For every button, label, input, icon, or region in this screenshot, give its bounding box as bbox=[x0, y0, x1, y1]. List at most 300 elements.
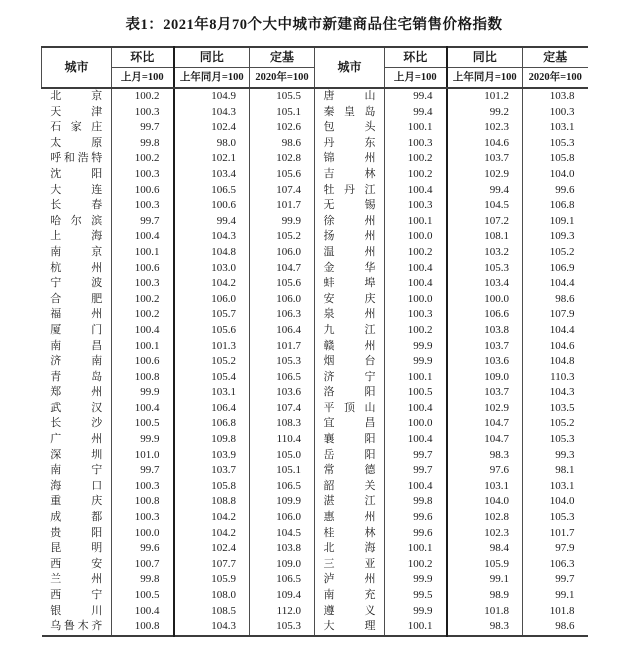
fixed-value-right: 105.2 bbox=[549, 245, 575, 258]
city-cell-right bbox=[315, 136, 385, 152]
yoy-value-left: 105.9 bbox=[174, 572, 250, 588]
yoy-value-left: 102.4 bbox=[174, 541, 250, 557]
fixed-value-right: 105.2 bbox=[549, 417, 575, 430]
mom-value-left: 100.6 bbox=[112, 354, 174, 370]
city-cell-right bbox=[315, 354, 385, 370]
city-name: 安庆 bbox=[323, 292, 376, 305]
mom-value-left: 100.8 bbox=[112, 619, 174, 636]
city-cell-right bbox=[315, 510, 385, 526]
fixed-value-right: 103.8 bbox=[549, 90, 575, 102]
city-cell-right bbox=[315, 229, 385, 245]
fixed-value-right: 105.3 bbox=[549, 511, 575, 524]
city-name: 泉州 bbox=[323, 308, 376, 321]
table-row bbox=[42, 541, 588, 557]
mom-value-left: 100.4 bbox=[112, 604, 174, 620]
fixed-value-left: 106.0 bbox=[250, 292, 315, 308]
city-name: 沈阳 bbox=[50, 167, 103, 180]
fixed-value-left: 105.1 bbox=[250, 105, 315, 121]
fixed-value-left: 105.3 bbox=[250, 354, 315, 370]
city-name: 宜昌 bbox=[323, 417, 376, 430]
mom-value-right: 100.2 bbox=[385, 167, 447, 183]
fixed-value-right: 104.4 bbox=[549, 323, 575, 336]
mom-value-right: 99.4 bbox=[385, 88, 447, 105]
table-row bbox=[42, 261, 588, 277]
mom-value-right: 100.1 bbox=[385, 120, 447, 136]
city-cell-left bbox=[42, 136, 112, 152]
mom-value-left: 100.6 bbox=[112, 261, 174, 277]
city-name: 桂林 bbox=[323, 526, 376, 539]
fixed-value-left: 110.4 bbox=[250, 432, 315, 448]
yoy-value-left: 101.3 bbox=[174, 339, 250, 355]
city-cell-right bbox=[315, 541, 385, 557]
fixed-value-right: 104.3 bbox=[549, 386, 575, 399]
yoy-value-right: 104.0 bbox=[447, 494, 523, 510]
fixed-value-left: 105.0 bbox=[250, 448, 315, 464]
fixed-value-right: 104.6 bbox=[549, 339, 575, 352]
fixed-value-left: 105.6 bbox=[250, 276, 315, 292]
mom-value-right: 99.6 bbox=[385, 510, 447, 526]
city-name: 宁波 bbox=[50, 277, 103, 290]
fixed-value-left: 102.6 bbox=[250, 120, 315, 136]
yoy-value-right: 103.7 bbox=[447, 385, 523, 401]
yoy-value-right: 106.6 bbox=[447, 307, 523, 323]
city-name: 合肥 bbox=[50, 292, 103, 305]
price-index-table bbox=[41, 46, 588, 637]
fixed-value-right: 99.7 bbox=[555, 573, 575, 586]
yoy-value-left: 104.2 bbox=[174, 510, 250, 526]
city-cell-left bbox=[42, 401, 112, 417]
city-name: 牡丹江 bbox=[323, 183, 376, 196]
mom-value-left: 100.6 bbox=[112, 183, 174, 199]
yoy-value-left: 99.4 bbox=[174, 214, 250, 230]
city-cell-right bbox=[315, 307, 385, 323]
city-cell-right bbox=[315, 167, 385, 183]
mom-value-right: 99.8 bbox=[385, 494, 447, 510]
table-row bbox=[42, 370, 588, 386]
yoy-value-right: 107.2 bbox=[447, 214, 523, 230]
mom-value-right: 100.4 bbox=[385, 401, 447, 417]
city-name: 天津 bbox=[50, 105, 103, 118]
city-cell-right bbox=[315, 370, 385, 386]
mom-value-left: 100.0 bbox=[112, 526, 174, 542]
city-name: 南京 bbox=[50, 245, 103, 258]
fixed-value-right: 99.1 bbox=[555, 589, 575, 601]
mom-value-left: 100.3 bbox=[112, 198, 174, 214]
yoy-value-left: 104.8 bbox=[174, 245, 250, 261]
fixed-value-right: 98.6 bbox=[555, 620, 575, 633]
city-name: 烟台 bbox=[323, 355, 376, 368]
city-cell-left bbox=[42, 261, 112, 277]
table-row bbox=[42, 245, 588, 261]
mom-value-left: 100.3 bbox=[112, 167, 174, 183]
fixed-value-left: 106.4 bbox=[250, 323, 315, 339]
yoy-value-left: 104.9 bbox=[174, 88, 250, 105]
fixed-value-left: 104.5 bbox=[250, 526, 315, 542]
city-cell-left bbox=[42, 307, 112, 323]
table-row bbox=[42, 88, 588, 105]
yoy-value-left: 105.6 bbox=[174, 323, 250, 339]
yoy-value-right: 104.7 bbox=[447, 432, 523, 448]
city-name: 泸州 bbox=[323, 573, 376, 586]
city-name: 厦门 bbox=[50, 323, 103, 336]
yoy-value-right: 103.2 bbox=[447, 245, 523, 261]
city-cell-right bbox=[315, 339, 385, 355]
mom-value-left: 100.8 bbox=[112, 494, 174, 510]
city-name: 蚌埠 bbox=[323, 277, 376, 290]
yoy-value-right: 98.3 bbox=[447, 619, 523, 636]
column-header-yoy-left: 同比 bbox=[174, 47, 250, 68]
city-name: 无锡 bbox=[323, 199, 376, 212]
fixed-value-left: 106.0 bbox=[250, 245, 315, 261]
fixed-value-left: 103.6 bbox=[250, 385, 315, 401]
fixed-value-right: 104.0 bbox=[549, 167, 575, 180]
city-name: 金华 bbox=[323, 261, 376, 274]
yoy-value-left: 103.1 bbox=[174, 385, 250, 401]
fixed-value-left: 107.4 bbox=[250, 401, 315, 417]
city-cell-left bbox=[42, 88, 112, 105]
mom-value-right: 100.5 bbox=[385, 385, 447, 401]
city-cell-left bbox=[42, 151, 112, 167]
yoy-value-left: 108.8 bbox=[174, 494, 250, 510]
fixed-value-left: 105.6 bbox=[250, 167, 315, 183]
mom-value-left: 100.2 bbox=[112, 151, 174, 167]
yoy-value-right: 98.3 bbox=[447, 448, 523, 464]
mom-value-right: 100.2 bbox=[385, 151, 447, 167]
yoy-value-left: 109.8 bbox=[174, 432, 250, 448]
yoy-value-right: 99.2 bbox=[447, 105, 523, 121]
mom-value-right: 100.0 bbox=[385, 229, 447, 245]
yoy-value-left: 103.0 bbox=[174, 261, 250, 277]
fixed-value-right: 97.9 bbox=[555, 542, 575, 555]
city-cell-left bbox=[42, 354, 112, 370]
yoy-value-right: 102.3 bbox=[447, 526, 523, 542]
fixed-value-right: 101.8 bbox=[549, 604, 575, 617]
yoy-value-left: 104.2 bbox=[174, 276, 250, 292]
mom-value-left: 99.8 bbox=[112, 136, 174, 152]
fixed-value-right: 98.1 bbox=[555, 464, 575, 477]
yoy-value-right: 98.9 bbox=[447, 588, 523, 604]
column-subheader-fixed-base-right: 2020年=100 bbox=[523, 68, 588, 89]
table-row bbox=[42, 510, 588, 526]
mom-value-right: 99.6 bbox=[385, 526, 447, 542]
city-cell-right bbox=[315, 183, 385, 199]
column-header-mom-right: 环比 bbox=[385, 47, 447, 68]
yoy-value-right: 99.4 bbox=[447, 183, 523, 199]
city-cell-right bbox=[315, 214, 385, 230]
city-name: 哈尔滨 bbox=[50, 214, 103, 227]
city-name: 重庆 bbox=[50, 495, 103, 508]
yoy-value-right: 105.3 bbox=[447, 261, 523, 277]
mom-value-left: 99.7 bbox=[112, 463, 174, 479]
yoy-value-left: 108.0 bbox=[174, 588, 250, 604]
mom-value-left: 100.4 bbox=[112, 323, 174, 339]
fixed-value-left: 103.8 bbox=[250, 541, 315, 557]
yoy-value-right: 105.9 bbox=[447, 557, 523, 573]
city-cell-left bbox=[42, 229, 112, 245]
city-cell-left bbox=[42, 432, 112, 448]
table-row bbox=[42, 307, 588, 323]
mom-value-left: 100.5 bbox=[112, 588, 174, 604]
mom-value-right: 100.1 bbox=[385, 370, 447, 386]
table-row bbox=[42, 526, 588, 542]
city-name: 太原 bbox=[50, 136, 103, 149]
mom-value-right: 99.4 bbox=[385, 105, 447, 121]
city-name: 赣州 bbox=[323, 339, 376, 352]
city-name: 九江 bbox=[323, 323, 376, 336]
yoy-value-right: 101.8 bbox=[447, 604, 523, 620]
table-row bbox=[42, 416, 588, 432]
column-subheader-mom-base-left: 上月=100 bbox=[112, 68, 174, 89]
table-body bbox=[42, 88, 588, 636]
yoy-value-left: 103.7 bbox=[174, 463, 250, 479]
mom-value-left: 99.9 bbox=[112, 432, 174, 448]
city-name: 贵阳 bbox=[50, 526, 103, 539]
table-row bbox=[42, 401, 588, 417]
city-name: 成都 bbox=[50, 511, 103, 524]
mom-value-left: 100.3 bbox=[112, 105, 174, 121]
fixed-value-right: 109.1 bbox=[549, 214, 575, 227]
mom-value-left: 100.3 bbox=[112, 510, 174, 526]
mom-value-left: 99.9 bbox=[112, 385, 174, 401]
city-name: 锦州 bbox=[323, 152, 376, 165]
city-cell-right bbox=[315, 105, 385, 121]
table-row bbox=[42, 385, 588, 401]
city-name: 广州 bbox=[50, 433, 103, 446]
yoy-value-right: 103.4 bbox=[447, 276, 523, 292]
table-row bbox=[42, 151, 588, 167]
mom-value-left: 101.0 bbox=[112, 448, 174, 464]
city-name: 南昌 bbox=[50, 339, 103, 352]
mom-value-left: 99.6 bbox=[112, 541, 174, 557]
city-cell-right bbox=[315, 416, 385, 432]
city-name: 乌鲁木齐 bbox=[50, 620, 103, 633]
mom-value-right: 100.3 bbox=[385, 136, 447, 152]
city-cell-right bbox=[315, 463, 385, 479]
yoy-value-left: 107.7 bbox=[174, 557, 250, 573]
fixed-value-left: 101.7 bbox=[250, 339, 315, 355]
yoy-value-left: 103.9 bbox=[174, 448, 250, 464]
city-cell-left bbox=[42, 588, 112, 604]
city-name: 西宁 bbox=[50, 589, 103, 601]
fixed-value-left: 105.5 bbox=[250, 88, 315, 105]
city-name: 长春 bbox=[50, 199, 103, 212]
table-row bbox=[42, 588, 588, 604]
mom-value-right: 100.2 bbox=[385, 557, 447, 573]
yoy-value-left: 106.8 bbox=[174, 416, 250, 432]
mom-value-right: 99.9 bbox=[385, 354, 447, 370]
fixed-value-right: 107.9 bbox=[549, 308, 575, 321]
mom-value-right: 100.4 bbox=[385, 432, 447, 448]
city-name: 石家庄 bbox=[50, 121, 103, 134]
mom-value-right: 100.4 bbox=[385, 276, 447, 292]
table-row bbox=[42, 432, 588, 448]
city-name: 深圳 bbox=[50, 448, 103, 461]
city-name: 秦皇岛 bbox=[323, 105, 376, 118]
yoy-value-left: 106.0 bbox=[174, 292, 250, 308]
mom-value-right: 100.2 bbox=[385, 245, 447, 261]
mom-value-right: 99.7 bbox=[385, 463, 447, 479]
column-header-fixed-left: 定基 bbox=[250, 47, 315, 68]
fixed-value-right: 99.3 bbox=[555, 448, 575, 461]
table-row bbox=[42, 183, 588, 199]
table-row bbox=[42, 604, 588, 620]
mom-value-right: 100.0 bbox=[385, 292, 447, 308]
city-name: 南宁 bbox=[50, 464, 103, 477]
city-cell-right bbox=[315, 245, 385, 261]
table-row bbox=[42, 276, 588, 292]
table-row bbox=[42, 292, 588, 308]
mom-value-left: 100.8 bbox=[112, 370, 174, 386]
city-name: 兰州 bbox=[50, 573, 103, 586]
fixed-value-right: 103.1 bbox=[549, 479, 575, 492]
fixed-value-left: 105.1 bbox=[250, 463, 315, 479]
column-subheader-yoy-base-right: 上年同月=100 bbox=[447, 68, 523, 89]
fixed-value-right: 105.8 bbox=[549, 152, 575, 165]
yoy-value-left: 108.5 bbox=[174, 604, 250, 620]
mom-value-right: 100.3 bbox=[385, 198, 447, 214]
city-cell-right bbox=[315, 261, 385, 277]
column-header-yoy-right: 同比 bbox=[447, 47, 523, 68]
yoy-value-right: 100.0 bbox=[447, 292, 523, 308]
city-name: 银川 bbox=[50, 604, 103, 617]
fixed-value-left: 106.5 bbox=[250, 572, 315, 588]
table-row bbox=[42, 354, 588, 370]
city-name: 呼和浩特 bbox=[50, 152, 103, 165]
fixed-value-right: 100.3 bbox=[549, 105, 575, 118]
table-row bbox=[42, 339, 588, 355]
table-row bbox=[42, 572, 588, 588]
fixed-value-right: 103.1 bbox=[549, 121, 575, 134]
column-header-city-left: 城市 bbox=[42, 47, 112, 88]
yoy-value-left: 100.6 bbox=[174, 198, 250, 214]
table-title: 表1：2021年8月70个大中城市新建商品住宅销售价格指数 bbox=[125, 17, 503, 33]
fixed-value-right: 104.8 bbox=[549, 355, 575, 368]
fixed-value-left: 106.5 bbox=[250, 479, 315, 495]
mom-value-right: 100.1 bbox=[385, 541, 447, 557]
fixed-value-left: 105.2 bbox=[250, 229, 315, 245]
fixed-value-right: 101.7 bbox=[549, 526, 575, 539]
yoy-value-left: 105.7 bbox=[174, 307, 250, 323]
city-cell-left bbox=[42, 198, 112, 214]
city-cell-right bbox=[315, 448, 385, 464]
city-cell-left bbox=[42, 494, 112, 510]
yoy-value-left: 105.4 bbox=[174, 370, 250, 386]
mom-value-left: 100.1 bbox=[112, 245, 174, 261]
fixed-value-right: 110.3 bbox=[550, 370, 575, 383]
city-cell-right bbox=[315, 198, 385, 214]
city-cell-left bbox=[42, 619, 112, 636]
city-cell-left bbox=[42, 572, 112, 588]
city-name: 温州 bbox=[323, 245, 376, 258]
city-cell-left bbox=[42, 370, 112, 386]
yoy-value-left: 104.2 bbox=[174, 526, 250, 542]
fixed-value-right: 104.0 bbox=[549, 495, 575, 508]
city-cell-left bbox=[42, 416, 112, 432]
yoy-value-left: 104.3 bbox=[174, 105, 250, 121]
city-cell-right bbox=[315, 494, 385, 510]
city-cell-left bbox=[42, 604, 112, 620]
yoy-value-right: 102.9 bbox=[447, 167, 523, 183]
yoy-value-right: 98.4 bbox=[447, 541, 523, 557]
city-name: 遵义 bbox=[323, 604, 376, 617]
fixed-value-left: 107.4 bbox=[250, 183, 315, 199]
city-cell-right bbox=[315, 151, 385, 167]
mom-value-left: 99.8 bbox=[112, 572, 174, 588]
city-cell-left bbox=[42, 167, 112, 183]
city-name: 湛江 bbox=[323, 495, 376, 508]
city-cell-left bbox=[42, 479, 112, 495]
column-header-fixed-right: 定基 bbox=[523, 47, 588, 68]
city-name: 大连 bbox=[50, 183, 103, 196]
mom-value-right: 100.2 bbox=[385, 323, 447, 339]
city-cell-right bbox=[315, 385, 385, 401]
city-name: 韶关 bbox=[323, 479, 376, 492]
yoy-value-right: 109.0 bbox=[447, 370, 523, 386]
city-name: 丹东 bbox=[323, 136, 376, 149]
city-name: 包头 bbox=[323, 121, 376, 134]
mom-value-left: 100.3 bbox=[112, 479, 174, 495]
city-cell-right bbox=[315, 88, 385, 105]
mom-value-right: 100.0 bbox=[385, 416, 447, 432]
city-name: 福州 bbox=[50, 308, 103, 321]
fixed-value-right: 98.6 bbox=[555, 292, 575, 305]
yoy-value-right: 99.1 bbox=[447, 572, 523, 588]
city-cell-left bbox=[42, 245, 112, 261]
mom-value-right: 100.4 bbox=[385, 261, 447, 277]
city-cell-right bbox=[315, 276, 385, 292]
city-name: 岳阳 bbox=[323, 448, 376, 461]
city-name: 北海 bbox=[323, 542, 376, 555]
mom-value-right: 100.3 bbox=[385, 307, 447, 323]
table-row bbox=[42, 105, 588, 121]
table-row bbox=[42, 136, 588, 152]
city-name: 杭州 bbox=[50, 261, 103, 274]
mom-value-left: 99.7 bbox=[112, 214, 174, 230]
city-cell-left bbox=[42, 120, 112, 136]
fixed-value-left: 112.0 bbox=[250, 604, 315, 620]
city-cell-left bbox=[42, 105, 112, 121]
fixed-value-right: 106.3 bbox=[549, 557, 575, 570]
city-name: 唐山 bbox=[323, 90, 376, 102]
city-name: 三亚 bbox=[323, 557, 376, 570]
fixed-value-left: 108.3 bbox=[250, 416, 315, 432]
yoy-value-right: 103.8 bbox=[447, 323, 523, 339]
fixed-value-left: 105.3 bbox=[250, 619, 315, 636]
table-row bbox=[42, 463, 588, 479]
mom-value-left: 100.5 bbox=[112, 416, 174, 432]
yoy-value-right: 97.6 bbox=[447, 463, 523, 479]
column-header-city-right: 城市 bbox=[315, 47, 385, 88]
city-cell-right bbox=[315, 401, 385, 417]
mom-value-right: 100.4 bbox=[385, 183, 447, 199]
city-name: 昆明 bbox=[50, 542, 103, 555]
table-row bbox=[42, 323, 588, 339]
fixed-value-right: 105.3 bbox=[549, 433, 575, 446]
table-row bbox=[42, 448, 588, 464]
city-cell-left bbox=[42, 214, 112, 230]
mom-value-left: 100.1 bbox=[112, 339, 174, 355]
mom-value-right: 99.5 bbox=[385, 588, 447, 604]
column-subheader-mom-base-right: 上月=100 bbox=[385, 68, 447, 89]
city-name: 郑州 bbox=[50, 386, 103, 399]
yoy-value-right: 108.1 bbox=[447, 229, 523, 245]
city-cell-left bbox=[42, 526, 112, 542]
mom-value-right: 100.4 bbox=[385, 479, 447, 495]
yoy-value-left: 105.8 bbox=[174, 479, 250, 495]
fixed-value-left: 109.0 bbox=[250, 557, 315, 573]
city-name: 洛阳 bbox=[323, 386, 376, 399]
city-cell-left bbox=[42, 557, 112, 573]
